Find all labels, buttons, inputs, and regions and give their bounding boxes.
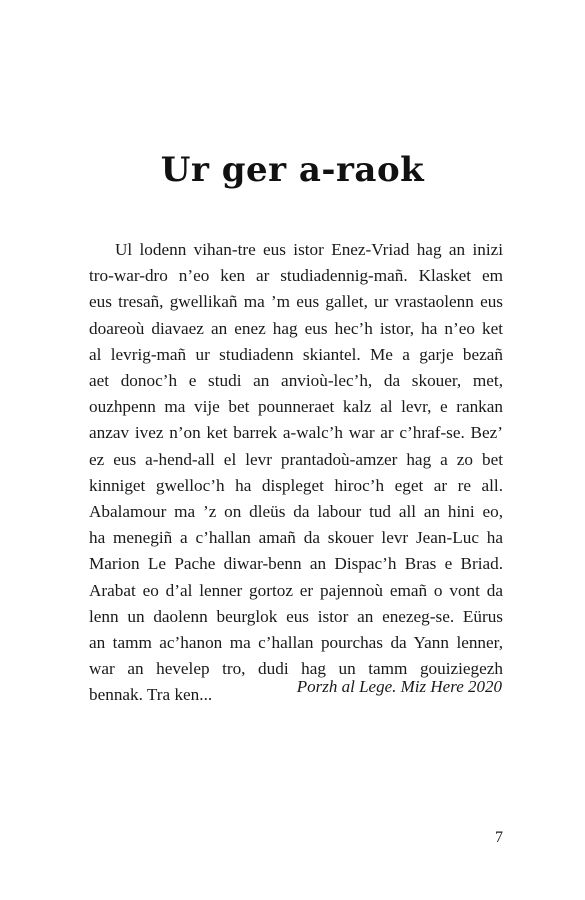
paragraph-line: anzav ivez n’on ket barrek a-walc’h war ar c’hraf-se. Bez’ (89, 423, 503, 443)
paragraph-line: eus tresañ, gwellikañ ma ’m eus gallet, ur vrastaolenn eus (89, 292, 503, 312)
paragraph-line: aet donoc’h e studi an anvioù-lec’h, da skouer, met, (89, 371, 503, 391)
paragraph-line: ouzhpenn ma vije bet pounneraet kalz al levr, e rankan (89, 397, 503, 417)
paragraph-line: ez eus a-hend-all el levr prantadoù-amzer hag a zo bet (89, 449, 503, 469)
paragraph-line: al levrig-mañ ur studiadenn skiantel. Me a garje bezañ (89, 344, 503, 364)
page-number: 7 (495, 829, 503, 846)
paragraph-line: ha menegiñ a c’hallan amañ da skouer levr Jean-Luc ha (89, 528, 503, 548)
preface-paragraph (89, 237, 503, 709)
paragraph-line: lenn un daolenn beurglok eus istor an enezeg-se. Eürus (89, 606, 503, 626)
chapter-title: Ur ger a-raok (160, 150, 425, 190)
paragraph-line: doareoù diavaez an enez hag eus hec’h istor, ha n’eo ket (89, 318, 503, 338)
paragraph-line: war an hevelep tro, dudi hag un tamm gouiziegezh (89, 659, 503, 679)
paragraph-line: bennak. Tra ken... (89, 685, 213, 705)
paragraph-line: Arabat eo d’al lenner gortoz er pajennoù emañ o vont da (89, 580, 503, 600)
paragraph-line: tro-war-dro n’eo ken ar studiadennig-mañ. Klasket em (89, 266, 503, 286)
signature-place-date: Porzh al Lege. Miz Here 2020 (296, 677, 502, 696)
paragraph-line: Ul lodenn vihan-tre eus istor Enez-Vriad hag an inizi (115, 240, 503, 259)
paragraph-line: kinniget gwelloc’h ha displeget hiroc’h eget ar re all. (89, 475, 503, 495)
paragraph-line: Marion Le Pache diwar-benn an Dispac’h Bras e Briad. (89, 554, 503, 574)
paragraph-line: an tamm ac’hanon ma c’hallan pourchas da Yann lenner, (89, 633, 503, 653)
paragraph-line: Abalamour ma ’z on dleüs da labour tud all an hini eo, (89, 502, 503, 522)
